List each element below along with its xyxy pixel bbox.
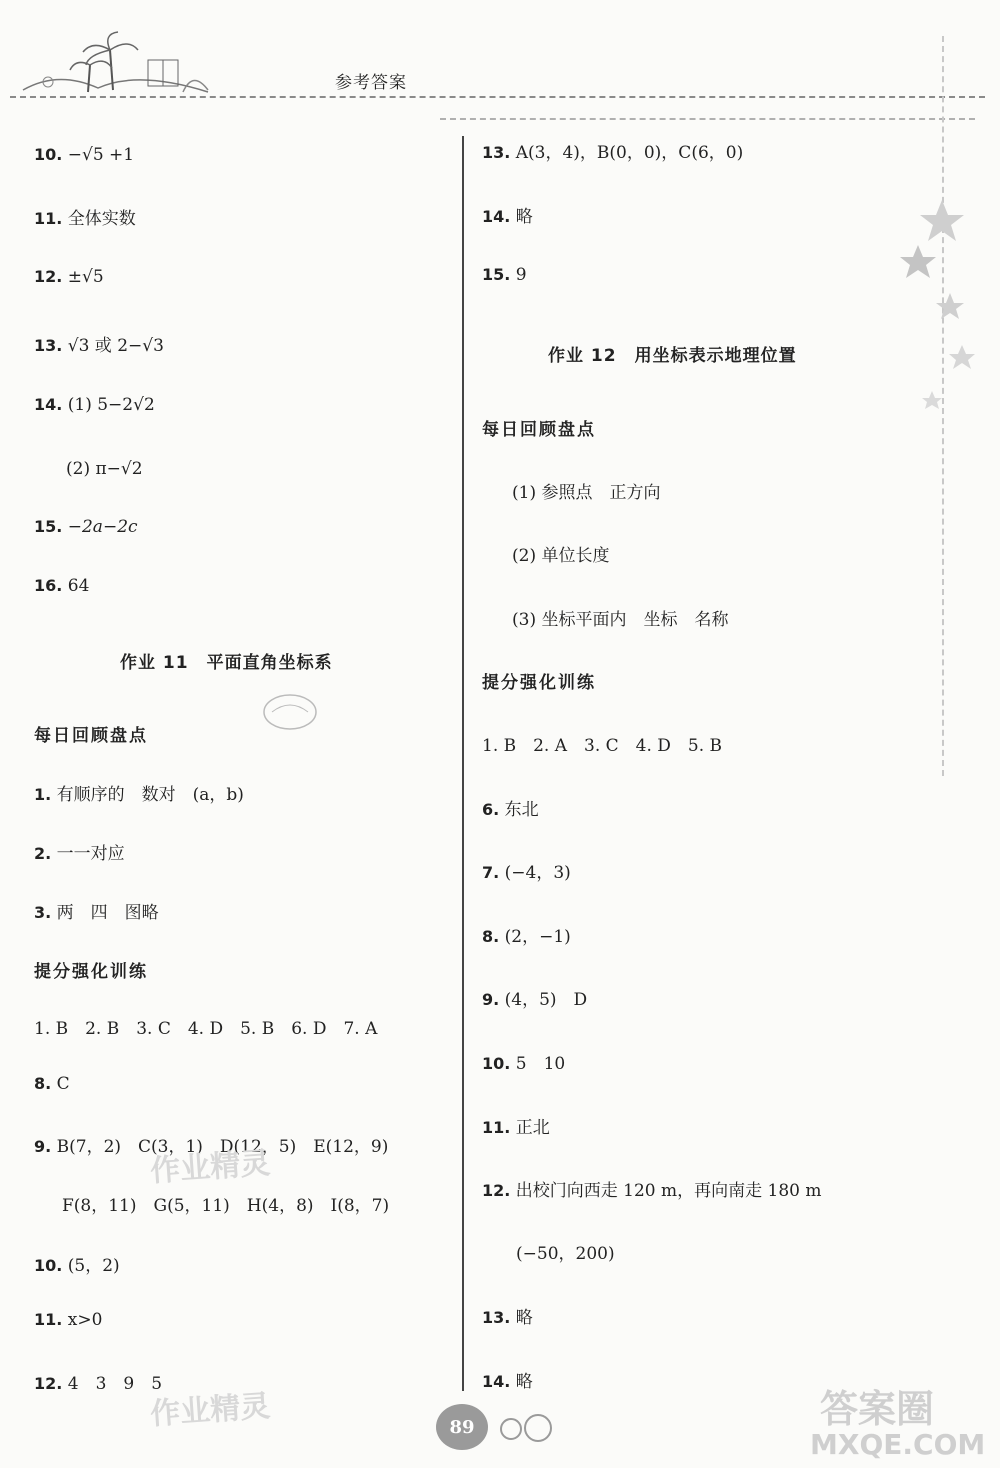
left-review-2: 2. 一一对应	[34, 844, 125, 864]
column-divider	[462, 136, 464, 1391]
right-answer-14: 14. 略	[482, 207, 533, 227]
left-answer-14-1: 14. (1) 5−2√2	[34, 395, 155, 415]
right-training-8: 8. (2，−1)	[482, 927, 571, 947]
star-decoration-icon	[900, 195, 980, 415]
right-training-12b: (−50，200)	[516, 1244, 615, 1264]
page-header-title: 参考答案	[335, 73, 407, 93]
left-training-10: 10. (5，2)	[34, 1256, 120, 1276]
left-subsection-training: 提分强化训练	[34, 962, 148, 982]
left-answer-11: 11. 全体实数	[34, 209, 136, 229]
right-training-14: 14. 略	[482, 1372, 533, 1392]
watermark-1: 作业精灵	[149, 1145, 272, 1190]
left-answer-15: 15. −2a−2c	[34, 517, 138, 537]
right-training-9: 9. (4，5) D	[482, 990, 588, 1010]
left-training-11: 11. x>0	[34, 1310, 103, 1330]
right-subsection-training: 提分强化训练	[482, 673, 596, 693]
left-training-9a: 9. B(7，2) C(3，1) D(12，5) E(12，9)	[34, 1137, 389, 1157]
right-training-6: 6. 东北	[482, 800, 539, 820]
left-answer-14-2: (2) π−√2	[66, 459, 143, 479]
left-section-heading: 作业 11 平面直角坐标系	[120, 653, 333, 673]
left-answer-13: 13. √3 或 2−√3	[34, 336, 164, 356]
decor-circle-large	[524, 1414, 552, 1442]
stamp-icon	[262, 692, 318, 732]
watermark-4: MXQE.COM	[810, 1428, 986, 1461]
left-training-8: 8. C	[34, 1074, 70, 1094]
header-divider	[10, 96, 985, 98]
header-decoration-illustration	[18, 30, 218, 100]
left-answer-10: 10. −√5 +1	[34, 145, 135, 165]
left-answer-16: 16. 64	[34, 576, 90, 596]
right-training-12a: 12. 出校门向西走 120 m，再向南走 180 m	[482, 1181, 822, 1201]
left-review-1: 1. 有顺序的 数对 (a，b)	[34, 785, 244, 805]
watermark-2: 作业精灵	[149, 1388, 272, 1433]
left-training-1-7: 1. B 2. B 3. C 4. D 5. B 6. D 7. A	[34, 1019, 378, 1039]
left-review-3: 3. 两 四 图略	[34, 903, 159, 923]
right-answer-15: 15. 9	[482, 265, 527, 285]
left-answer-12: 12. ±√5	[34, 267, 104, 287]
right-review-3: (3) 坐标平面内 坐标 名称	[512, 610, 729, 630]
right-section-heading: 作业 12 用坐标表示地理位置	[548, 346, 797, 366]
watermark-3: 答案圈	[820, 1387, 935, 1431]
right-review-1: (1) 参照点 正方向	[512, 483, 661, 503]
left-training-12: 12. 4 3 9 5	[34, 1374, 163, 1394]
page-number-badge: 89	[436, 1404, 488, 1450]
right-training-10: 10. 5 10	[482, 1054, 566, 1074]
left-subsection-review: 每日回顾盘点	[34, 726, 148, 746]
right-answer-13: 13. A(3，4)，B(0，0)，C(6，0)	[482, 143, 744, 163]
left-training-9b: F(8，11) G(5，11) H(4，8) I(8，7)	[62, 1196, 390, 1216]
header-divider-secondary	[440, 118, 975, 120]
right-training-13: 13. 略	[482, 1308, 533, 1328]
right-training-1-5: 1. B 2. A 3. C 4. D 5. B	[482, 736, 723, 756]
right-training-7: 7. (−4，3)	[482, 863, 571, 883]
decor-circle-small	[500, 1418, 522, 1440]
right-training-11: 11. 正北	[482, 1118, 550, 1138]
right-review-2: (2) 单位长度	[512, 546, 610, 566]
right-subsection-review: 每日回顾盘点	[482, 420, 596, 440]
